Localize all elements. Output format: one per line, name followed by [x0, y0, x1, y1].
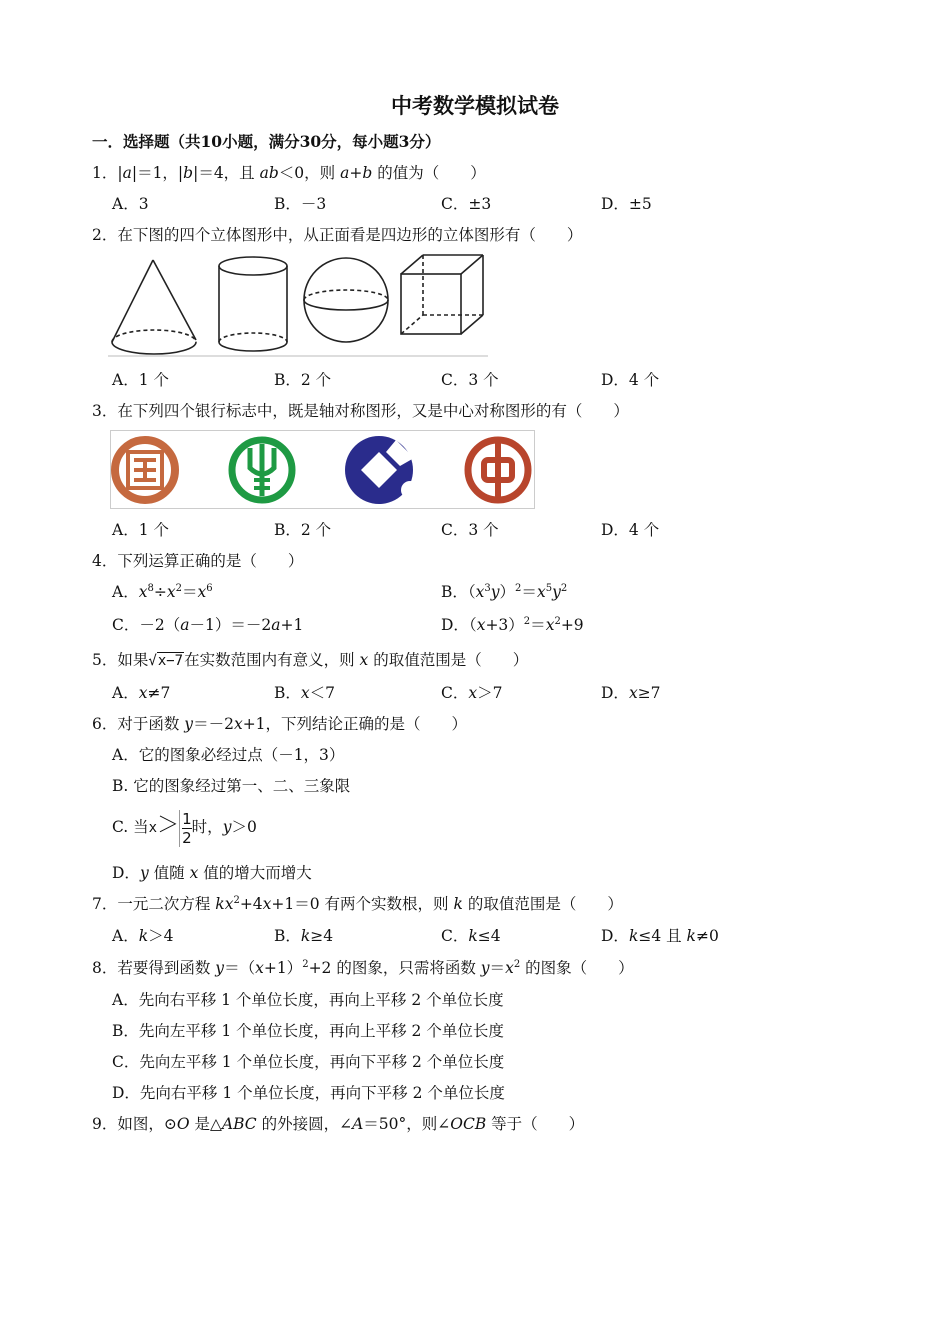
q1-text: ＜0，则 [278, 164, 341, 182]
question-9: 9．如图，⊙O 是△ABC 的外接圆，∠A＝50°，则∠OCB 等于（ ） [92, 1115, 585, 1133]
q1-var-ab: ab [259, 164, 279, 182]
q1-var-b: b [183, 164, 194, 182]
solid-figures [108, 252, 490, 360]
q1-var-b: b [362, 164, 373, 182]
question-4: 4．下列运算正确的是（ ） [92, 552, 304, 570]
sqrt-expression: √x−7 [148, 653, 184, 669]
question-8: 8．若要得到函数 $y=(x+1)^2+2$ 的图象，只需将函数 $y=x^2$ 的图象（ ） [92, 959, 634, 977]
q3-option-d[interactable]: D．4 个 [601, 521, 660, 539]
q8-option-a[interactable]: A．先向右平移 1 个单位长度，再向上平移 2 个单位长度 [112, 991, 504, 1009]
q1-option-d[interactable]: D．±5 [601, 195, 652, 213]
q3-option-c[interactable]: C．3 个 [441, 521, 499, 539]
q7-option-c[interactable]: C．k≤4 [441, 927, 501, 945]
q1-option-b[interactable]: B．－3 [274, 195, 327, 213]
sphere-icon [304, 258, 388, 342]
q7-option-b[interactable]: B．k≥4 [274, 927, 334, 945]
q3-option-a[interactable]: A．1 个 [112, 521, 169, 539]
q5-option-c[interactable]: C．x＞7 [441, 684, 503, 702]
section-heading: 一．选择题（共10小题，满分30分，每小题3分） [92, 132, 441, 151]
q4-option-a[interactable]: A．$x^8\div x^2=x^6$ [112, 583, 213, 601]
q7-option-a[interactable]: A．k＞4 [112, 927, 174, 945]
q7-option-d[interactable]: D．k≤4 且 k≠0 [601, 927, 719, 945]
q5-option-a[interactable]: A．x≠7 [112, 684, 171, 702]
q2-option-d[interactable]: D．4 个 [601, 371, 660, 389]
bank-logos [110, 430, 536, 510]
q2-option-b[interactable]: B．2 个 [274, 371, 332, 389]
cylinder-icon [219, 257, 287, 351]
q6-option-c[interactable]: C. 当x＞ $\frac{1}{2}$ 时，y＞0 [112, 809, 257, 847]
q2-option-a[interactable]: A．1 个 [112, 371, 169, 389]
question-2: 2．在下图的四个立体图形中，从正面看是四边形的立体图形有（ ） [92, 226, 583, 244]
q4-option-d[interactable]: D．$(x+3)^2=x^2+9$ [441, 616, 584, 634]
cone-icon [112, 260, 196, 354]
q3-option-b[interactable]: B．2 个 [274, 521, 332, 539]
q1-text: + [349, 164, 363, 182]
q4-option-b[interactable]: B．$(x^3y)^2=x^5y^2$ [441, 583, 568, 601]
q6-option-d[interactable]: D．y 值随 x 值的增大而增大 [112, 864, 312, 882]
fraction: $\frac{1}{2}$ [179, 810, 192, 847]
q4-option-c[interactable]: C．－2（a－1）＝－2a+1 [112, 616, 304, 634]
q5-option-b[interactable]: B．x＜7 [274, 684, 336, 702]
cube-icon [401, 255, 483, 334]
q1-option-c[interactable]: C．±3 [441, 195, 492, 213]
q1-var-a: a [122, 164, 132, 182]
q2-option-c[interactable]: C．3 个 [441, 371, 499, 389]
question-6: 6．对于函数 y＝－2x+1，下列结论正确的是（ ） [92, 715, 468, 733]
question-3: 3．在下列四个银行标志中，既是轴对称图形，又是中心对称图形的有（ ） [92, 402, 629, 420]
q8-option-d[interactable]: D．先向右平移 1 个单位长度，再向下平移 2 个单位长度 [112, 1084, 505, 1102]
q6-option-a[interactable]: A．它的图象必经过点（－1，3） [112, 746, 345, 764]
q1-option-a[interactable]: A．3 [112, 195, 149, 213]
q1-text: 的值为（ ） [372, 164, 486, 182]
ccb-logo [345, 436, 419, 504]
page-title: 中考数学模拟试卷 [391, 93, 559, 118]
q1-text: |＝4，且 [193, 164, 260, 182]
q1-var-a: a [340, 164, 350, 182]
boc-logo [468, 440, 528, 500]
q8-option-c[interactable]: C．先向左平移 1 个单位长度，再向下平移 2 个单位长度 [112, 1053, 505, 1071]
q5-option-d[interactable]: D．x≥7 [601, 684, 661, 702]
question-5: 5．如果√x−7在实数范围内有意义，则 x 的取值范围是（ ） [92, 651, 529, 669]
abc-logo [232, 440, 292, 500]
q8-option-b[interactable]: B．先向左平移 1 个单位长度，再向上平移 2 个单位长度 [112, 1022, 504, 1040]
question-7: 7．一元二次方程 $kx^2+4x+1=0$ 有两个实数根，则 k 的取值范围是（ ） [92, 895, 623, 913]
q1-text: |＝1，| [131, 164, 184, 182]
question-1 [92, 163, 486, 183]
q1-text: 1．| [92, 164, 123, 182]
icbc-logo [115, 440, 175, 500]
q6-option-b[interactable]: B. 它的图象经过第一、二、三象限 [112, 777, 351, 795]
